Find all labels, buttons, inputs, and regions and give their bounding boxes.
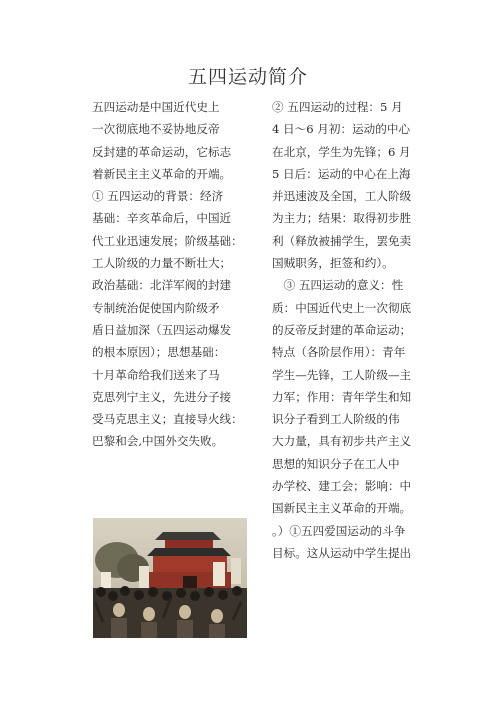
right-column	[272, 96, 424, 564]
text-line: ① 五四运动的背景：经济	[92, 189, 224, 204]
text-line: ③ 五四运动的意义：性	[272, 278, 404, 293]
text-line: 大力量，具有初步共产主义	[272, 434, 412, 449]
text-line: 着新民主主义革命的开端。	[92, 166, 232, 181]
may-fourth-illustration	[93, 518, 247, 638]
text-line: 的反帝反封建的革命运动；	[272, 322, 412, 337]
text-line: 五四运动是中国近代史上	[92, 100, 220, 114]
text-line: 巴黎和会,中国外交失败。	[92, 434, 224, 449]
text-line: 学生—先锋，工人阶级—主	[272, 367, 412, 382]
text-line: 克思列宁主义，先进分子接	[92, 389, 232, 404]
text-line: 质：中国近代史上一次彻底	[272, 300, 412, 315]
text-line: 为主力；结果：取得初步胜	[272, 211, 412, 226]
text-line: 思想的知识分子在工人中	[272, 456, 400, 471]
text-line: 一次彻底地不妥协地反帝	[92, 122, 220, 137]
text-line: 基础：辛亥革命后，中国近	[92, 211, 232, 226]
text-line: 特点（各阶层作用）：青年	[272, 345, 406, 360]
text-line: 4 日～6 月初：运动的中心	[272, 122, 411, 137]
text-line: 在北京，学生为先锋；6 月	[272, 144, 411, 159]
text-line: 受马克思主义；直接导火线：	[92, 412, 243, 427]
text-line: 。）①五四爱国运动的斗争	[272, 523, 406, 538]
text-line: 办学校、建工会；影响：中	[272, 479, 412, 494]
text-line: 专制统治促使国内阶级矛	[92, 300, 220, 315]
text-line: 政治基础：北洋军阀的封建	[92, 278, 232, 293]
text-line: 的根本原因）；思想基础：	[92, 345, 226, 360]
text-line: 国新民主主义革命的开端。	[272, 501, 412, 516]
text-line: 反封建的革命运动，它标志	[92, 144, 232, 159]
text-line: 识分子看到工人阶级的伟	[272, 412, 400, 427]
text-line: 目标。这从运动中学生提出	[272, 545, 412, 560]
page-title: 五四运动简介	[187, 66, 308, 88]
text-line: ② 五四运动的过程：5 月	[272, 100, 403, 114]
text-line: 5 日后：运动的中心在上海	[272, 166, 411, 181]
text-line: 工人阶级的力量不断壮大；	[92, 256, 232, 271]
text-line: 盾日益加深（五四运动爆发	[92, 322, 232, 337]
text-line: 力军；作用：青年学生和知	[272, 389, 412, 404]
text-line: 十月革命给我们送来了马	[92, 367, 220, 382]
left-column	[92, 96, 252, 453]
text-line: 利（释放被捕学生，罢免卖	[272, 233, 412, 248]
text-line: 国贼职务，拒签和约）。	[272, 256, 394, 271]
text-line: 并迅速波及全国，工人阶级	[272, 189, 412, 204]
text-line: 代工业迅速发展；阶级基础：	[92, 233, 243, 248]
